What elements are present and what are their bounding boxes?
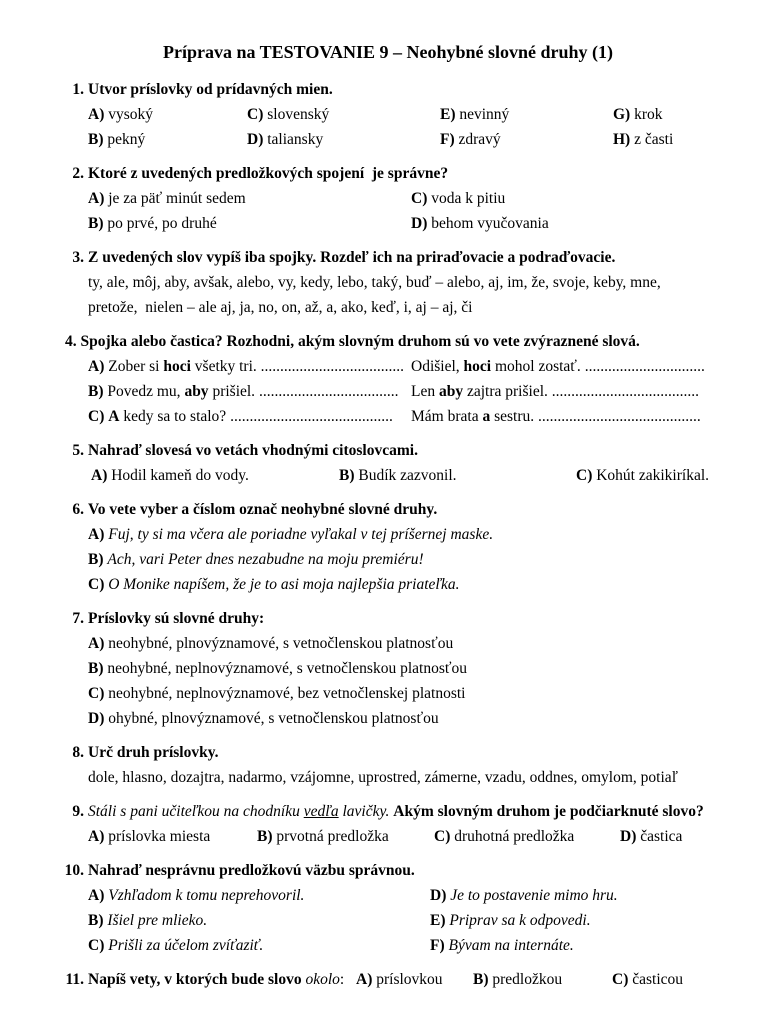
option-text: neohybné, neplnovýznamové, s vetnočlenskou platnosťou [107, 660, 467, 677]
option-text: Fuj, ty si ma včera ale poriadne vyľakal v tej príšernej maske. [108, 526, 494, 543]
option-b [88, 547, 424, 572]
option-label: B) [88, 383, 104, 400]
option-d [88, 706, 439, 731]
option-a [91, 463, 249, 488]
option-text: neohybné, plnovýznamové, s vetnočlenskou platnosťou [108, 635, 454, 652]
options-row [0, 211, 768, 236]
option-text: je za päť minút sedem [108, 190, 246, 207]
option-label: C) [88, 937, 105, 954]
question-heading [0, 329, 768, 354]
answer-blank: ..................................... [260, 358, 405, 375]
highlighted-word: aby [184, 383, 209, 400]
option-text: Hodil kameň do vody. [111, 467, 249, 484]
question-3 [0, 245, 768, 320]
question-text: Utvor príslovky od prídavných mien. [88, 81, 333, 98]
option-label: A) [88, 190, 105, 207]
options-row [0, 824, 768, 849]
option-e [430, 908, 591, 933]
option-line [0, 522, 768, 547]
option-a [88, 631, 453, 656]
option-label: C) [411, 190, 428, 207]
option-f [440, 127, 501, 152]
option-label: D) [430, 887, 447, 904]
left-sentence [88, 379, 398, 404]
option-label: B) [88, 131, 104, 148]
option-text: častica [640, 828, 683, 845]
option-label: A) [88, 828, 105, 845]
option-text: predložkou [492, 971, 563, 988]
keyword: okolo [305, 971, 340, 988]
option-text: Prišli za účelom zvíťaziť. [108, 937, 264, 954]
option-label: C) [612, 971, 629, 988]
option-text: voda k pitiu [431, 190, 506, 207]
question-text: Vo vete vyber a číslom označ neohybné slovné druhy. [88, 501, 438, 518]
answer-blank: ............................... [584, 358, 705, 375]
option-text: O Monike napíšem, že je to asi moja najlepšia priateľka. [108, 576, 460, 593]
option-label: B) [88, 660, 104, 677]
option-label: F) [430, 937, 445, 954]
option-f [430, 933, 574, 958]
option-text: po prvé, po druhé [107, 215, 217, 232]
word-list-line [0, 765, 768, 790]
option-label: D) [620, 828, 637, 845]
option-d [411, 211, 549, 236]
question-number: 6. [72, 501, 84, 518]
sentence-end: mohol zostať. [494, 358, 581, 375]
option-text: Išiel pre mlieko. [107, 912, 208, 929]
question-text: Nahraď nesprávnu predložkovú väzbu správnou. [88, 862, 415, 879]
options-row [0, 883, 768, 908]
sentence-start: Odišiel, [411, 358, 460, 375]
question-number: 1. [72, 81, 84, 98]
option-line [0, 547, 768, 572]
option-text: z časti [634, 131, 674, 148]
option-label: H) [613, 131, 631, 148]
sentence-end: všetky tri. [194, 358, 257, 375]
question-heading-text [88, 799, 704, 824]
option-e [440, 102, 509, 127]
sentence-end: sestru. [494, 408, 535, 425]
highlighted-word: a [482, 408, 491, 425]
options-row [0, 186, 768, 211]
question-7 [0, 606, 768, 731]
option-c [247, 102, 329, 127]
highlighted-word: hoci [163, 358, 191, 375]
option-c [434, 824, 574, 849]
question-text: Z uvedených slov vypíš iba spojky. Rozdeľ ich na priraďovacie a podraďovacie. [88, 249, 616, 266]
option-label: C) [247, 106, 264, 123]
option-text: behom vyučovania [431, 215, 549, 232]
question-text: Ktoré z uvedených predložkových spojení je správne? [88, 165, 449, 182]
option-c [88, 933, 263, 958]
sentence-end: kedy sa to stalo? [123, 408, 227, 425]
question-text: Príslovky sú slovné druhy: [88, 610, 265, 627]
question-heading [0, 606, 768, 631]
option-text: vysoký [108, 106, 154, 123]
word-list-text: pretože, nielen – ale aj, ja, no, on, až, a, ako, keď, i, aj – aj, či [88, 299, 473, 316]
option-b [88, 656, 467, 681]
options-row [0, 933, 768, 958]
option-g [613, 102, 663, 127]
question-number: 4. [65, 333, 77, 350]
colon: : [339, 971, 345, 988]
option-text: časticou [632, 971, 684, 988]
option-b [88, 127, 145, 152]
option-label: A) [91, 467, 108, 484]
option-text: príslovkou [376, 971, 443, 988]
option-line [0, 681, 768, 706]
option-text: nevinný [459, 106, 510, 123]
question-6 [0, 497, 768, 597]
answer-blank: ...................................... [551, 383, 700, 400]
question-heading [0, 967, 768, 992]
question-heading [0, 497, 768, 522]
question-heading [0, 245, 768, 270]
question-number: 5. [72, 442, 84, 459]
highlighted-word: A [108, 408, 120, 425]
option-label: D) [88, 710, 105, 727]
option-text: Kohút zakikiríkal. [596, 467, 710, 484]
answer-row [0, 404, 768, 429]
option-label: C) [576, 467, 593, 484]
option-text: krok [634, 106, 663, 123]
question-9 [0, 799, 768, 849]
question-heading-text [65, 329, 640, 354]
option-label: F) [440, 131, 455, 148]
options-row [0, 908, 768, 933]
option-label: C) [88, 685, 105, 702]
option-label: D) [411, 215, 428, 232]
option-text: Bývam na internáte. [448, 937, 574, 954]
option-b [88, 211, 217, 236]
option-label: B) [88, 551, 104, 568]
option-text: pekný [107, 131, 146, 148]
question-1 [0, 77, 768, 152]
option-line [0, 572, 768, 597]
option-label: A) [88, 526, 105, 543]
underlined-word: vedľa [303, 803, 339, 820]
question-heading-text [88, 967, 344, 992]
option-a [356, 967, 443, 992]
sentence-start: Povedz mu, [107, 383, 181, 400]
word-list-text: dole, hlasno, dozajtra, nadarmo, vzájomne, uprostred, zámerne, vzadu, oddnes, omylom, potiaľ [88, 769, 678, 786]
option-label: B) [339, 467, 355, 484]
option-c [612, 967, 683, 992]
left-sentence [88, 404, 393, 429]
option-text: slovenský [267, 106, 330, 123]
option-a [88, 824, 210, 849]
option-a [88, 522, 493, 547]
answer-row [0, 379, 768, 404]
question-text: Spojka alebo častica? Rozhodni, akým slovným druhom sú vo vete zvýraznené slová. [80, 333, 640, 350]
option-label: B) [88, 912, 104, 929]
highlighted-word: hoci [463, 358, 492, 375]
option-c [88, 572, 460, 597]
option-d [247, 127, 323, 152]
answer-blank: .......................................... [230, 408, 393, 425]
sentence-end: zajtra prišiel. [466, 383, 548, 400]
options-row [0, 127, 768, 152]
option-b [88, 908, 207, 933]
question-4 [0, 329, 768, 429]
options-row [0, 102, 768, 127]
option-label: A) [88, 635, 105, 652]
option-label: A) [356, 971, 373, 988]
highlighted-word: aby [438, 383, 464, 400]
option-d [430, 883, 618, 908]
option-text: Ach, vari Peter dnes nezabudne na moju premiéru! [107, 551, 424, 568]
question-number: 11. [65, 971, 84, 988]
question-heading [0, 161, 768, 186]
option-a [88, 102, 153, 127]
option-text: príslovka miesta [108, 828, 211, 845]
question-heading [0, 740, 768, 765]
option-b [473, 967, 562, 992]
question-heading [0, 438, 768, 463]
option-label: D) [247, 131, 264, 148]
option-label: A) [88, 887, 105, 904]
sentence-end: prišiel. [212, 383, 256, 400]
option-a [88, 883, 304, 908]
word-list-line [0, 270, 768, 295]
options-row [0, 463, 768, 488]
option-text: Vzhľadom k tomu neprehovoril. [108, 887, 305, 904]
option-label: C) [88, 408, 105, 425]
option-text: Priprav sa k odpovedi. [449, 912, 591, 929]
word-list-text: ty, ale, môj, aby, avšak, alebo, vy, kedy, lebo, taký, buď – alebo, aj, im, že, svoje, keby, mne, [88, 274, 661, 291]
option-text: Budík zazvonil. [358, 467, 457, 484]
option-text: Je to postavenie mimo hru. [450, 887, 618, 904]
option-c [88, 681, 466, 706]
question-2 [0, 161, 768, 236]
option-label: B) [88, 215, 104, 232]
option-line [0, 631, 768, 656]
answer-row [0, 354, 768, 379]
option-text: druhotná predložka [454, 828, 575, 845]
option-label: E) [430, 912, 446, 929]
sentence-start: Len [411, 383, 436, 400]
option-b [339, 463, 457, 488]
answer-blank: .......................................... [538, 408, 701, 425]
question-number: 9. [72, 803, 84, 820]
option-label: E) [440, 106, 456, 123]
question-number: 7. [72, 610, 84, 627]
right-sentence [411, 404, 701, 429]
option-c [576, 463, 709, 488]
question-heading [0, 77, 768, 102]
right-sentence [411, 379, 699, 404]
option-label: B) [473, 971, 489, 988]
option-b [257, 824, 389, 849]
question-text: Akým slovným druhom je podčiarknuté slovo? [393, 803, 704, 820]
option-text: neohybné, neplnovýznamové, bez vetnočlenskej platnosti [108, 685, 466, 702]
option-text: taliansky [267, 131, 324, 148]
question-number: 3. [72, 249, 84, 266]
example-sentence-start: Stáli s pani učiteľkou na chodníku [88, 803, 300, 820]
page-title: Príprava na TESTOVANIE 9 – Neohybné slovné druhy (1) [162, 42, 614, 62]
question-5 [0, 438, 768, 488]
question-8 [0, 740, 768, 790]
answer-blank: .................................... [258, 383, 399, 400]
example-sentence-end: lavičky. [342, 803, 390, 820]
option-line [0, 656, 768, 681]
question-heading [0, 799, 768, 824]
word-list-line [0, 295, 768, 320]
option-d [620, 824, 682, 849]
question-text: Nahraď slovesá vo vetách vhodnými citoslovcami. [88, 442, 418, 459]
question-number: 2. [72, 165, 84, 182]
question-number: 10. [64, 862, 84, 879]
option-h [613, 127, 673, 152]
option-label: A) [88, 106, 105, 123]
option-text: prvotná predložka [276, 828, 389, 845]
option-c [411, 186, 505, 211]
sentence-start: Zober si [108, 358, 160, 375]
option-label: C) [434, 828, 451, 845]
question-text: Napíš vety, v ktorých bude slovo [88, 971, 302, 988]
option-label: B) [257, 828, 273, 845]
right-sentence [411, 354, 705, 379]
option-text: ohybné, plnovýznamové, s vetnočlenskou platnosťou [108, 710, 439, 727]
option-text: zdravý [458, 131, 501, 148]
sentence-start: Mám brata [411, 408, 479, 425]
option-label: G) [613, 106, 631, 123]
option-label: C) [88, 576, 105, 593]
question-text: Urč druh príslovky. [88, 744, 219, 761]
option-label: A) [88, 358, 105, 375]
option-line [0, 706, 768, 731]
question-heading [0, 858, 768, 883]
question-10 [0, 858, 768, 958]
left-sentence [88, 354, 404, 379]
question-11 [0, 967, 768, 992]
question-number: 8. [72, 744, 84, 761]
option-a [88, 186, 246, 211]
